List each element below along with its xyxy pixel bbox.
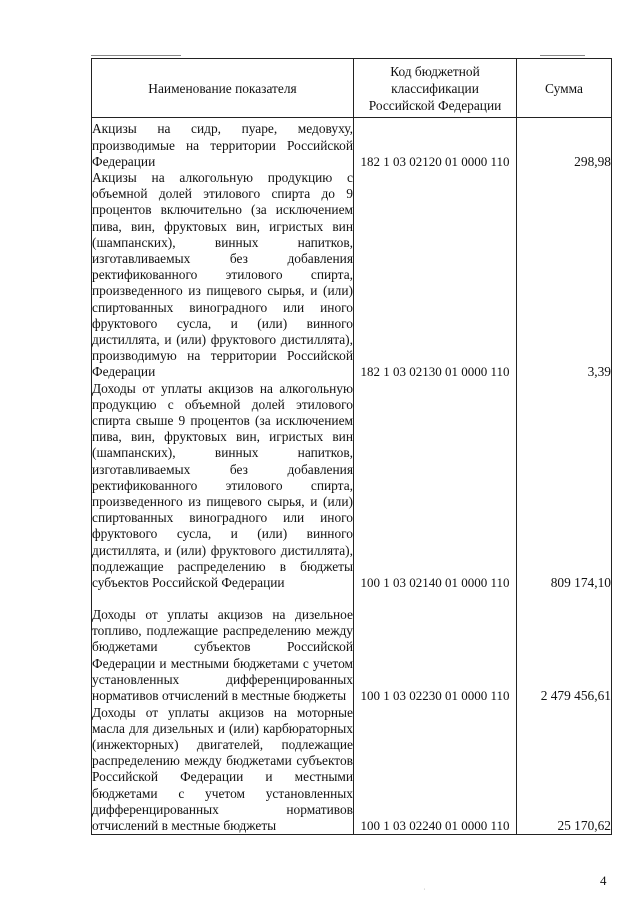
row-code: 182 1 03 02120 01 0000 110: [354, 118, 517, 171]
row-sum: 25 170,62: [517, 704, 612, 835]
table-row: [92, 704, 612, 835]
table-header-row: [92, 59, 612, 118]
table-row: [92, 591, 612, 704]
header-sum: Сумма: [517, 59, 612, 118]
revenue-table: [91, 58, 612, 835]
table-row: [92, 381, 612, 592]
table-row: [92, 170, 612, 381]
table-row: [92, 118, 612, 171]
row-sum: 3,39: [517, 170, 612, 381]
row-sum: 298,98: [517, 118, 612, 171]
row-code: 100 1 03 02240 01 0000 110: [354, 704, 517, 835]
row-name: Акцизы на алкогольную продукцию с объемной долей этилового спирта до 9 процентов включительно (за исключением пива, вин, фруктовых вин, игристых вин (шампанских), винных напитков, изготавливаемых без добавления ректификованного этилового спирта, произведенного из пищевого сырья, и (или) спиртованных виноградного или иного фруктового сусла, и (или) винного дистиллята, и (или) фруктового дистиллята), производимую на территории Российской Федерации: [92, 170, 353, 380]
row-name: Доходы от уплаты акцизов на моторные масла для дизельных и (или) карбюраторных (инжекторных) двигателей, подлежащие распределению между бюджетами субъектов Российской Федерации и местными бюджетами с учетом установленных дифференцированных нормативов отчислений в местные бюджеты: [92, 704, 353, 834]
page-number: 4: [600, 873, 607, 888]
top-border-mark-left: [91, 55, 181, 56]
row-name: Акцизы на сидр, пуаре, медовуху, производимые на территории Российской Федерации: [92, 118, 354, 171]
top-border-mark-right: [540, 55, 585, 56]
header-name: Наименование показателя: [92, 59, 354, 118]
row-code: 182 1 03 02130 01 0000 110: [354, 170, 517, 381]
row-sum: 2 479 456,61: [517, 591, 612, 704]
row-code: 100 1 03 02140 01 0000 110: [354, 381, 517, 592]
row-name: Доходы от уплаты акцизов на алкогольную продукцию с объемной долей этилового спирта свыше 9 процентов (за исключением пива, вин, фруктовых вин, игристых вин (шампанских), винных напитков, изготавливаемых без добавления ректификованного этилового спирта, произведенного из пищевого сырья, и (или) спиртованных виноградного или иного фруктового сусла, и (или) винного дистиллята, и (или) фруктового дистиллята), подлежащие распределению в бюджеты субъектов Российской Федерации: [92, 380, 353, 591]
scan-speck: ˙: [423, 887, 426, 896]
row-code: 100 1 03 02230 01 0000 110: [354, 591, 517, 704]
row-name: Доходы от уплаты акцизов на дизельное топливо, подлежащие распределению между бюджетами субъектов Российской Федерации и местными бюджетами с учетом установленных дифференцированных нормативов отчислений в местные бюджеты: [92, 591, 354, 704]
row-sum: 809 174,10: [517, 381, 612, 592]
header-code: Код бюджетной классификации Российской Федерации: [354, 59, 517, 118]
